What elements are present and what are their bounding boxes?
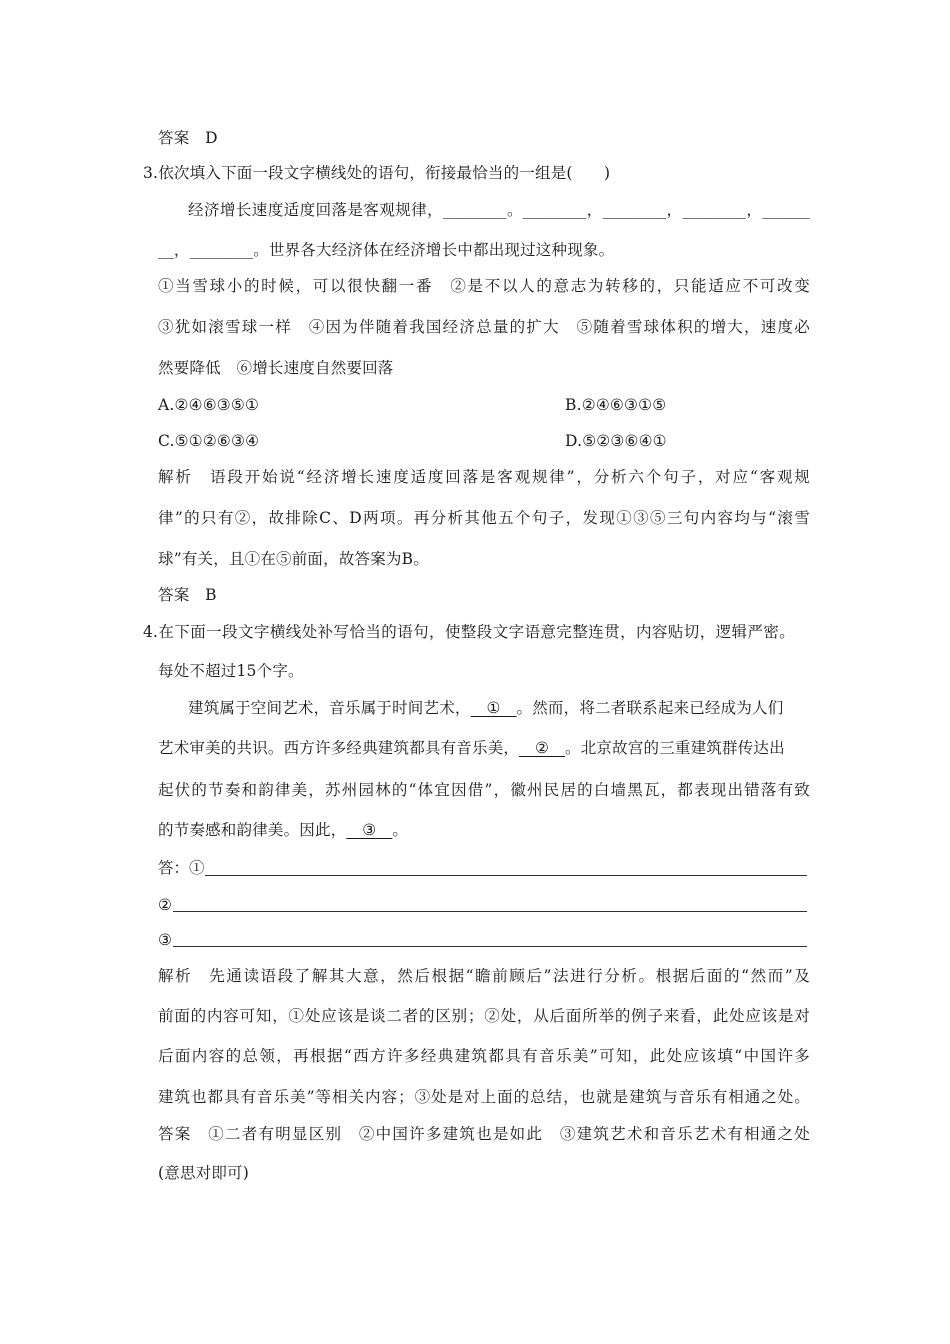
q4-passage-text: 。	[392, 821, 409, 839]
q3-option-c: C.⑤①②⑥③④	[158, 432, 260, 450]
q3-stem: 3.依次填入下面一段文字横线处的语句，衔接最恰当的一组是( )	[143, 164, 611, 182]
q4-passage-text: 艺术审美的共识。西方许多经典建筑都具有音乐美，	[158, 739, 520, 757]
q3-items-line2: ③犹如滚雪球一样 ④因为伴随着我国经济总量的扩大 ⑤随着雪球体积的增大，速度必	[158, 318, 810, 336]
q4-passage-text: 。然而，将二者联系起来已经成为人们	[516, 699, 784, 717]
q4-answer-label-3: ③	[158, 931, 172, 949]
q3-options-row1	[158, 395, 810, 415]
q4-passage-line4	[158, 820, 810, 840]
q4-passage-line2	[158, 738, 810, 758]
q4-passage-line3: 起伏的节奏和韵律美，苏州园林的“体宜因借”，徽州民居的白墙黑瓦，都表现出错落有致	[158, 781, 810, 799]
q4-stem-line2: 每处不超过15个字。	[158, 662, 304, 680]
q4-passage-text: 。北京故宫的三重建筑群传达出	[565, 739, 785, 757]
q4-answer-label-1: 答：①	[158, 859, 205, 877]
q3-option-a: A.②④⑥③⑤①	[158, 396, 260, 414]
q4-answer-line1: 答案 ①二者有明显区别 ②中国许多建筑也是如此 ③建筑艺术和音乐艺术有相通之处	[158, 1125, 810, 1143]
q4-stem-line1: 4.在下面一段文字横线处补写恰当的语句，使整段文字语意完整连贯，内容贴切，逻辑严密。	[143, 623, 795, 641]
q3-passage-line2: __，________。世界各大经济体在经济增长中都出现过这种现象。	[158, 241, 615, 259]
q3-items-line1: ①当雪球小的时候，可以很快翻一番 ②是不以人的意志为转移的，只能适应不可改变	[158, 277, 810, 295]
q4-passage-text: 建筑属于空间艺术，音乐属于时间艺术，	[188, 699, 471, 717]
q4-analysis-line4: 建筑也都具有音乐美”等相关内容；③处是对上面的总结，也就是建筑与音乐有相通之处。	[158, 1088, 810, 1106]
q3-option-b: B.②④⑥③①⑤	[565, 396, 667, 414]
q4-analysis-line2: 前面的内容可知，①处应该是谈二者的区别；②处，从后面所举的例子来看，此处应该是对	[158, 1007, 810, 1025]
answer-line-2[interactable]	[173, 911, 807, 912]
q4-answer-line2: (意思对即可)	[158, 1164, 249, 1182]
q3-analysis-line2: 律”的只有②，故排除C、D两项。再分析其他五个句子，发现①③⑤三句内容均与“滚雪	[158, 509, 810, 527]
q4-blank-1: __①__	[470, 699, 517, 717]
q3-items-line3: 然要降低 ⑥增长速度自然要回落	[158, 359, 394, 377]
q3-passage-line1: 经济增长速度适度回落是客观规律，________。________，________，________，______	[188, 201, 810, 219]
q3-option-d: D.⑤②③⑥④①	[565, 432, 667, 450]
q4-passage-text: 的节奏感和韵律美。因此，	[158, 821, 347, 839]
q4-analysis-line3: 后面内容的总领，再根据“西方许多经典建筑都具有音乐美”可知，此处应该填“中国许多	[158, 1047, 810, 1065]
q3-answer: 答案 B	[158, 586, 217, 604]
q3-analysis-line1: 解析 语段开始说“经济增长速度适度回落是客观规律”，分析六个句子，对应“客观规	[158, 468, 810, 486]
q4-passage-line1	[188, 698, 810, 718]
q3-options-row2	[158, 431, 810, 451]
q2-answer: 答案 D	[158, 129, 218, 147]
answer-line-3[interactable]	[173, 946, 807, 947]
q4-answer-label-2: ②	[158, 896, 172, 914]
answer-line-1[interactable]	[205, 875, 807, 876]
q3-analysis-line3: 球”有关，且①在⑤前面，故答案为B。	[158, 550, 429, 568]
q4-blank-2: __②__	[519, 739, 566, 757]
q4-analysis-line1: 解析 先通读语段了解其大意，然后根据“瞻前顾后”法进行分析。根据后面的“然而”及	[158, 967, 810, 985]
q4-blank-3: __③__	[346, 821, 393, 839]
